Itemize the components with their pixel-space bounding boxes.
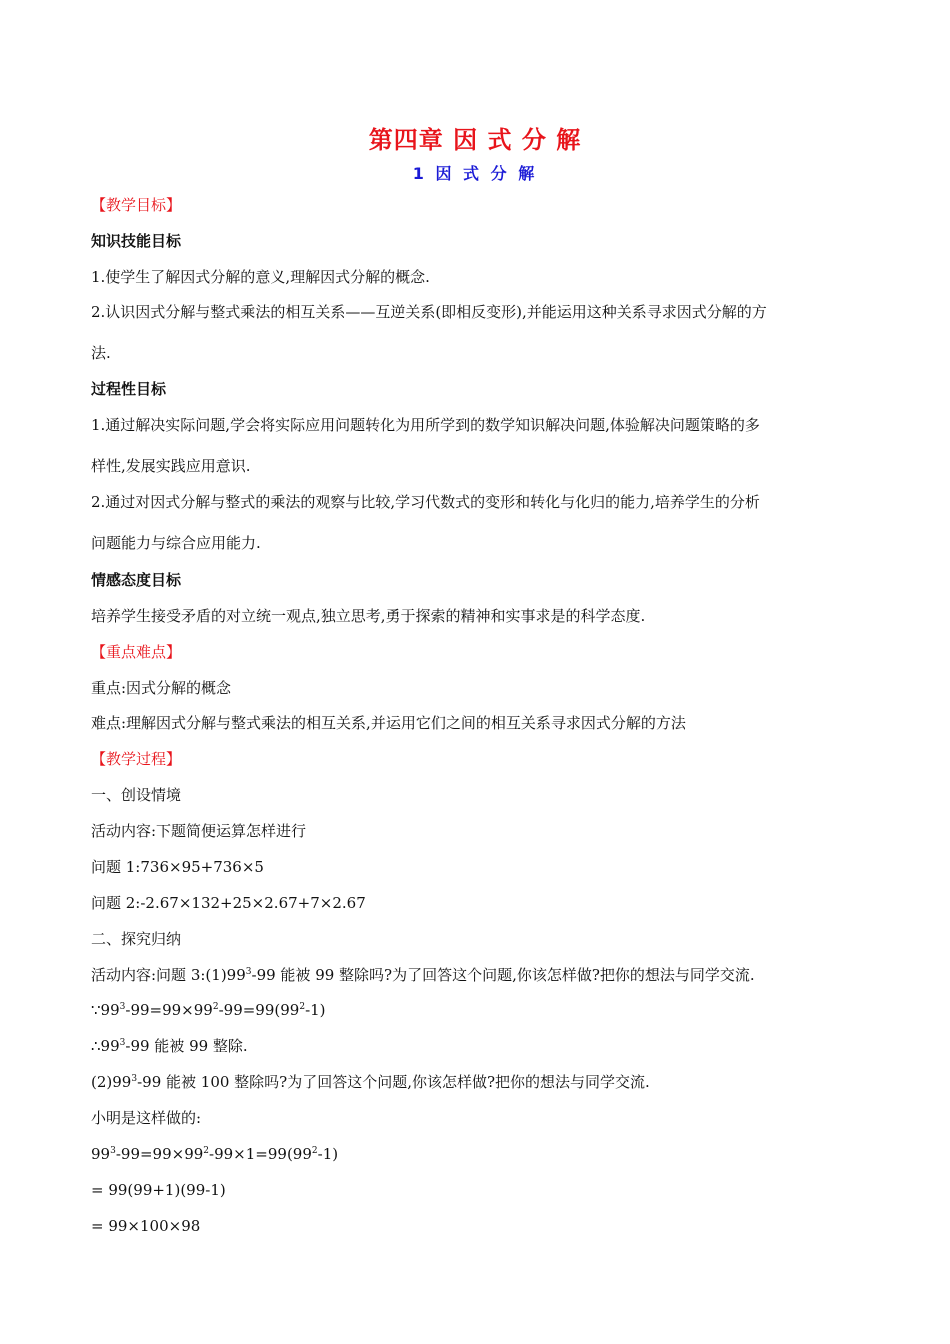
question-3-part-a: 活动内容:问题 3:(1)99 bbox=[91, 966, 246, 984]
knowledge-goal-title: 知识技能目标 bbox=[91, 232, 182, 250]
section-1-title: 一、创设情境 bbox=[91, 786, 182, 804]
teaching-goals-header: 【教学目标】 bbox=[91, 196, 182, 214]
question-3-2-part-a: (2)99 bbox=[91, 1073, 132, 1091]
equation-1-part-a: 99 bbox=[91, 1145, 111, 1163]
therefore-line bbox=[91, 1036, 248, 1056]
question-3-part-2 bbox=[91, 1072, 650, 1092]
equation-1-part-d: -1) bbox=[317, 1145, 339, 1163]
activity-1: 活动内容:下题简便运算怎样进行 bbox=[91, 822, 307, 840]
xiaoming-intro: 小明是这样做的: bbox=[91, 1109, 202, 1127]
because-part-d: -1) bbox=[305, 1001, 326, 1019]
exponent: 2 bbox=[203, 1146, 210, 1156]
difficult-point: 难点:理解因式分解与整式乘法的相互关系,并运用它们之间的相互关系寻求因式分解的方法 bbox=[91, 714, 686, 732]
knowledge-item-1: 1.使学生了解因式分解的意义,理解因式分解的概念. bbox=[91, 268, 430, 286]
exponent: 3 bbox=[119, 1002, 126, 1012]
emotion-goal-title: 情感态度目标 bbox=[91, 571, 182, 589]
key-points-header: 【重点难点】 bbox=[91, 643, 182, 661]
emotion-item-1: 培养学生接受矛盾的对立统一观点,独立思考,勇于探索的精神和实事求是的科学态度. bbox=[91, 607, 646, 625]
key-point: 重点:因式分解的概念 bbox=[91, 679, 232, 697]
process-item-2-line-2: 问题能力与综合应用能力. bbox=[91, 534, 261, 552]
equation-line-1 bbox=[91, 1144, 338, 1164]
knowledge-item-2-line-1: 2.认识因式分解与整式乘法的相互关系——互逆关系(即相反变形),并能运用这种关系寻求因式分解的方 bbox=[91, 303, 767, 321]
chapter-title: 第四章 因 式 分 解 bbox=[368, 126, 582, 154]
teaching-process-header: 【教学过程】 bbox=[91, 750, 182, 768]
exponent: 2 bbox=[311, 1146, 318, 1156]
question-3-part-b: -99 能被 99 整除吗?为了回答这个问题,你该怎样做?把你的想法与同学交流. bbox=[251, 966, 755, 984]
process-item-1-line-2: 样性,发展实践应用意识. bbox=[91, 457, 251, 475]
exponent: 3 bbox=[110, 1146, 116, 1156]
exponent: 3 bbox=[119, 1038, 126, 1048]
because-part-c: -99=99(99 bbox=[218, 1001, 300, 1019]
section-2-title: 二、探究归纳 bbox=[91, 930, 182, 948]
process-goal-title: 过程性目标 bbox=[91, 380, 167, 398]
equation-line-3: = 99×100×98 bbox=[91, 1217, 201, 1235]
exponent: 3 bbox=[245, 967, 252, 977]
question-3-2-part-b: -99 能被 100 整除吗?为了回答这个问题,你该怎样做?把你的想法与同学交流. bbox=[137, 1073, 650, 1091]
question-2: 问题 2:-2.67×132+25×2.67+7×2.67 bbox=[91, 894, 366, 912]
because-part-b: -99=99×99 bbox=[125, 1001, 213, 1019]
because-part-a: ∵99 bbox=[91, 1001, 120, 1019]
question-3 bbox=[91, 965, 755, 985]
because-line bbox=[91, 1000, 326, 1020]
exponent: 2 bbox=[212, 1002, 219, 1012]
process-item-2-line-1: 2.通过对因式分解与整式的乘法的观察与比较,学习代数式的变形和转化与化归的能力,培养学生的分析 bbox=[91, 493, 760, 511]
question-1: 问题 1:736×95+736×5 bbox=[91, 858, 264, 876]
equation-line-2: = 99(99+1)(99-1) bbox=[91, 1181, 226, 1199]
therefore-part-a: ∴99 bbox=[91, 1037, 120, 1055]
equation-1-part-c: -99×1=99(99 bbox=[209, 1145, 312, 1163]
exponent: 2 bbox=[299, 1002, 306, 1012]
exponent: 3 bbox=[131, 1074, 138, 1084]
therefore-part-b: -99 能被 99 整除. bbox=[125, 1037, 248, 1055]
section-title: 1 因 式 分 解 bbox=[412, 164, 538, 183]
knowledge-item-2-line-2: 法. bbox=[91, 344, 111, 362]
process-item-1-line-1: 1.通过解决实际问题,学会将实际应用问题转化为用所学到的数学知识解决问题,体验解决问题策略的多 bbox=[91, 416, 760, 434]
equation-1-part-b: -99=99×99 bbox=[115, 1145, 204, 1163]
